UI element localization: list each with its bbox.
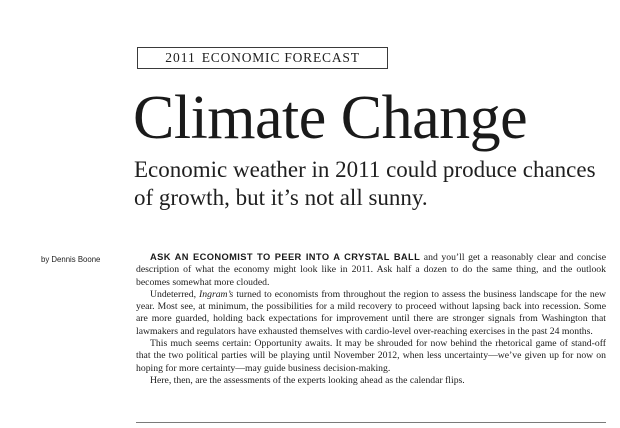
paragraph-text: turned to economists from throughout the region to assess the business landscape for the new year. Most see, at minimum, the possibilities for a mild recovery to proceed without lapsing back into recession. Some are more guarded, holding back expectations for improvement until there are stronger signals from Washington that lawmakers and regulators have exhausted themselves with cardio-level over-reaching exercises in the past 24 months. (136, 288, 606, 337)
article-paragraph: This much seems certain: Opportunity awaits. It may be shrouded for now behind the rhetorical game of stand-off that the two political parties will be playing until November 2012, when less uncertainty—we’ve given up for now on hoping for more certainty—may guide business decision-making. (136, 338, 606, 374)
section-kicker (137, 47, 388, 69)
article-body (136, 251, 606, 387)
paragraph-text: Undeterred, (150, 288, 200, 300)
article-paragraph (136, 289, 606, 338)
article-paragraph: Here, then, are the assessments of the experts looking ahead as the calendar flips. (150, 374, 465, 386)
bottom-rule (136, 422, 606, 423)
byline: by Dennis Boone (41, 255, 101, 264)
lead-in: ASK AN ECONOMIST TO PEER INTO A CRYSTAL BALL (150, 252, 421, 262)
paragraph-text: and you’ll get a reasonably clear and concise description of what the economy might look like in 2011. Ask half a dozen to do the same thing, and the outlook becomes somewhat more clouded. (136, 252, 606, 288)
headline: Climate Change (133, 84, 528, 152)
article-paragraph (136, 251, 606, 289)
publication-name: Ingram’s (199, 288, 234, 300)
kicker-year: 2011 (165, 50, 196, 65)
deck: Economic weather in 2011 could produce chances of growth, but it’s not all sunny. (134, 157, 596, 210)
kicker-label: ECONOMIC FORECAST (201, 50, 360, 65)
